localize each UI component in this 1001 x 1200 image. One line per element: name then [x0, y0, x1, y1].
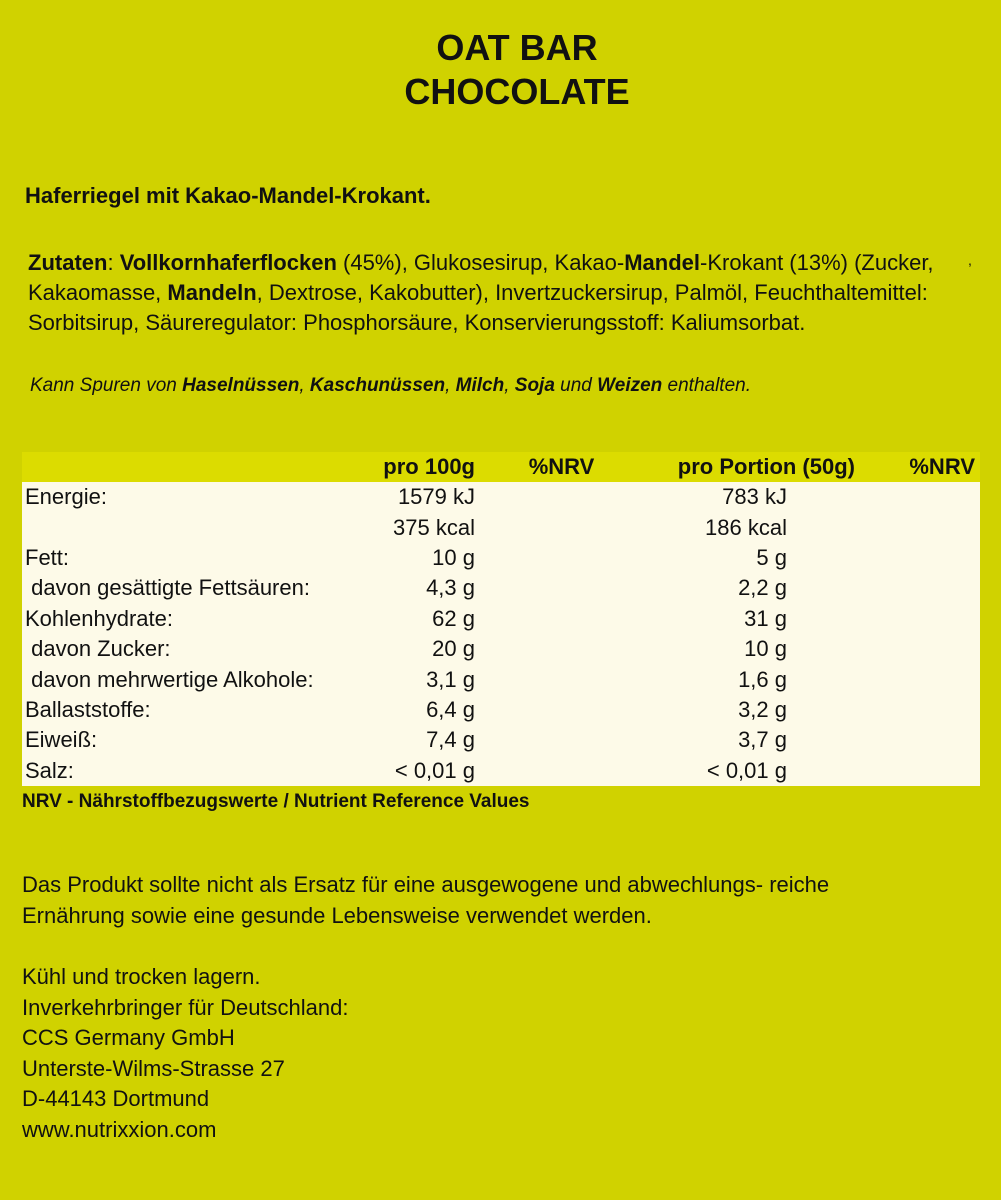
- table-header-row: [22, 452, 980, 482]
- nutrient-value: [883, 543, 980, 573]
- nutrient-value: [503, 543, 620, 573]
- footer-info: [22, 962, 349, 1145]
- text-segment: und: [554, 375, 598, 396]
- nutrient-value: < 0,01 g: [620, 756, 883, 786]
- ingredients-text: [28, 248, 968, 338]
- nutrient-value: [503, 725, 620, 755]
- nutrient-label: [22, 512, 382, 542]
- text-segment: Mandel: [624, 250, 701, 275]
- table-row: [22, 634, 980, 664]
- text-segment: Kaschunüssen: [309, 375, 446, 396]
- nutrient-value: 5 g: [620, 543, 883, 573]
- nutrient-value: [883, 695, 980, 725]
- nutrient-label: Eiweiß:: [22, 725, 382, 755]
- city-address: D-44143 Dortmund: [22, 1086, 210, 1111]
- table-row: [22, 482, 980, 512]
- nutrient-label: Ballaststoffe:: [22, 695, 382, 725]
- text-segment: -Krokant (13%) (Zucker, Kakaomasse,: [28, 250, 934, 305]
- nutrient-value: [503, 512, 620, 542]
- nutrient-value: 10 g: [620, 634, 883, 664]
- text-segment: ,: [445, 375, 456, 396]
- nutrient-value: [503, 482, 620, 512]
- table-row: [22, 604, 980, 634]
- column-header: %NRV: [883, 452, 980, 482]
- nutrient-value: 186 kcal: [620, 512, 883, 542]
- text-segment: (45%), Glukosesirup, Kakao-: [336, 250, 625, 275]
- nutrient-value: 6,4 g: [382, 695, 503, 725]
- stray-comma: ,: [968, 252, 972, 268]
- nutrient-value: 20 g: [382, 634, 503, 664]
- nutrient-value: [883, 664, 980, 694]
- column-header: pro 100g: [382, 452, 503, 482]
- nutrient-value: [883, 725, 980, 755]
- nutrient-value: [883, 573, 980, 603]
- text-segment: :: [107, 250, 120, 275]
- title-line: OAT BAR: [436, 27, 598, 68]
- table-row: [22, 543, 980, 573]
- column-header: pro Portion (50g): [620, 452, 883, 482]
- nutrient-value: [503, 695, 620, 725]
- disclaimer-line: Ernährung sowie eine gesunde Lebensweise verwendet werden.: [22, 902, 652, 928]
- nutrient-value: [503, 664, 620, 694]
- nutrient-value: 2,2 g: [620, 573, 883, 603]
- text-segment: Mandeln: [167, 280, 257, 305]
- text-segment: ,: [504, 375, 515, 396]
- table-row: [22, 725, 980, 755]
- table-row: [22, 756, 980, 786]
- text-segment: Haselnüssen: [182, 375, 300, 396]
- disclaimer: [22, 870, 829, 931]
- text-segment: Kann Spuren von: [30, 375, 183, 396]
- nutrient-value: 3,2 g: [620, 695, 883, 725]
- nutrient-label: Energie:: [22, 482, 382, 512]
- column-header: [22, 452, 382, 482]
- table-row: [22, 664, 980, 694]
- nutrient-value: 62 g: [382, 604, 503, 634]
- disclaimer-line: Das Produkt sollte nicht als Ersatz für eine ausgewogene und abwechlungs- reiche: [22, 872, 830, 897]
- text-segment: Zutaten: [28, 250, 108, 275]
- nutrient-value: 1,6 g: [620, 664, 883, 694]
- nutrient-value: 3,1 g: [382, 664, 503, 694]
- product-title: [0, 26, 1001, 114]
- nutrient-value: [503, 756, 620, 786]
- nutrient-value: [883, 604, 980, 634]
- distributor-label: Inverkehrbringer für Deutschland:: [22, 994, 349, 1020]
- nutrient-label: davon Zucker:: [22, 634, 382, 664]
- nutrient-label: Salz:: [22, 756, 382, 786]
- nutrient-label: Fett:: [22, 543, 382, 573]
- text-segment: , Dextrose, Kakobutter), Invertzuckersirup, Palmöl, Feuchthaltemittel: Sorbitsirup, Säureregulator: Phosphorsäure, Konservierungsstoff: Kaliumsorbat.: [28, 280, 928, 335]
- allergen-traces: [30, 375, 751, 397]
- nutrient-value: [503, 573, 620, 603]
- nutrient-value: [883, 756, 980, 786]
- title-line: CHOCOLATE: [404, 71, 630, 112]
- product-subtitle: Haferriegel mit Kakao-Mandel-Krokant.: [25, 183, 431, 208]
- table-row: [22, 512, 980, 542]
- table-row: [22, 573, 980, 603]
- column-header: %NRV: [503, 452, 620, 482]
- street-address: Unterste-Wilms-Strasse 27: [22, 1055, 285, 1081]
- text-segment: Soja: [514, 375, 555, 396]
- nutrient-value: [883, 482, 980, 512]
- text-segment: Milch: [455, 375, 505, 396]
- nutrient-value: 7,4 g: [382, 725, 503, 755]
- nutrient-value: [503, 604, 620, 634]
- nutrient-value: [883, 634, 980, 664]
- nutrient-value: [883, 512, 980, 542]
- nutrient-value: 783 kJ: [620, 482, 883, 512]
- website-link[interactable]: www.nutrixxion.com: [22, 1116, 217, 1142]
- nutrient-label: davon gesättigte Fettsäuren:: [22, 573, 382, 603]
- company-name: CCS Germany GmbH: [22, 1025, 235, 1050]
- text-segment: Weizen: [597, 375, 663, 396]
- nutrient-value: < 0,01 g: [382, 756, 503, 786]
- nutrient-value: 1579 kJ: [382, 482, 503, 512]
- table-row: [22, 695, 980, 725]
- storage-note: Kühl und trocken lagern.: [22, 964, 261, 989]
- nutrient-value: 375 kcal: [382, 512, 503, 542]
- nutrient-value: [503, 634, 620, 664]
- text-segment: Vollkornhaferflocken: [119, 250, 337, 275]
- text-segment: ,: [299, 375, 310, 396]
- nutrient-value: 10 g: [382, 543, 503, 573]
- nrv-note: NRV - Nährstoffbezugswerte / Nutrient Reference Values: [22, 791, 530, 812]
- nutrient-value: 4,3 g: [382, 573, 503, 603]
- text-segment: enthalten.: [662, 375, 752, 396]
- nutrient-value: 3,7 g: [620, 725, 883, 755]
- nutrition-table: [22, 452, 980, 786]
- nutrient-label: davon mehrwertige Alkohole:: [22, 664, 382, 694]
- nutrient-label: Kohlenhydrate:: [22, 604, 382, 634]
- nutrient-value: 31 g: [620, 604, 883, 634]
